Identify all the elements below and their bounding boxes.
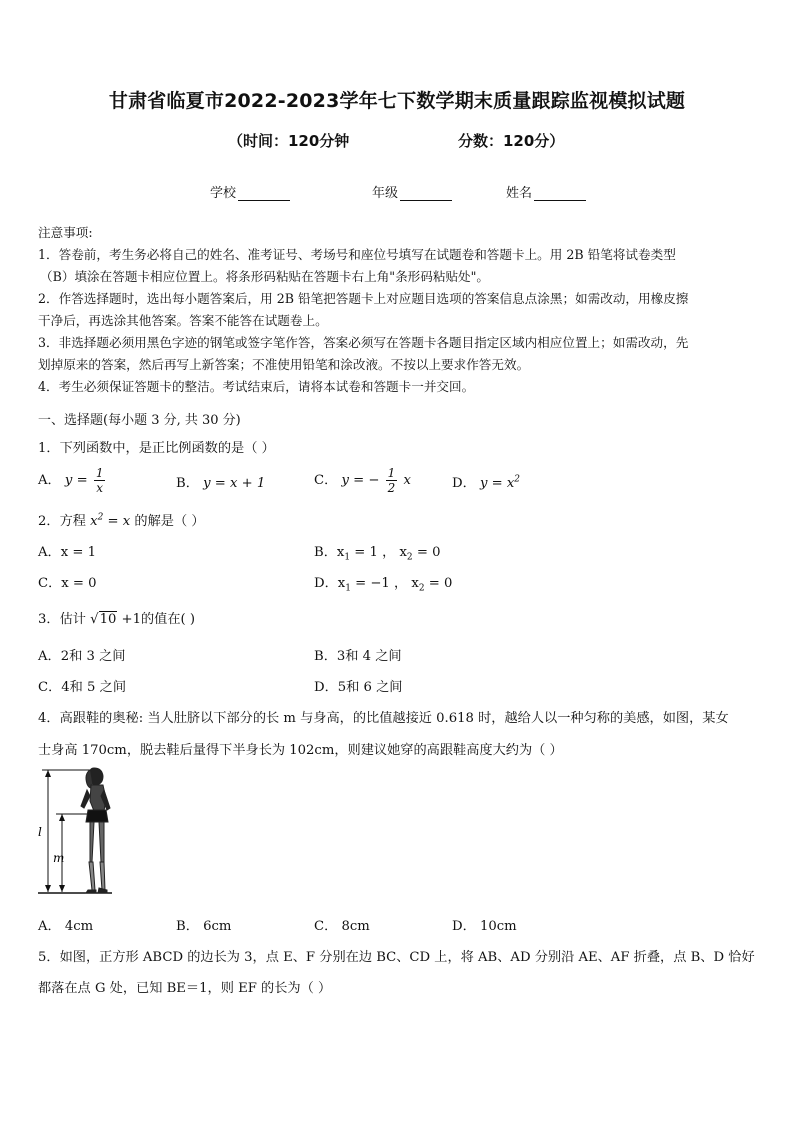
q4-option-b[interactable]: B． 6cm: [176, 919, 232, 934]
question-1-stem: 1．下列函数中，是正比例函数的是（ ）: [38, 441, 275, 456]
question-4-line2: 士身高 170cm，脱去鞋后量得下半身长为 102cm，则建议她穿的高跟鞋高度大约为（ ）: [38, 743, 563, 758]
note-line: 3．非选择题必须用黑色字迹的钢笔或签字笔作答，答案必须写在答题卡各题目指定区域内相应位置上；如需改动，先: [38, 335, 689, 350]
q1-option-d[interactable]: D． $y = x^2$: [452, 474, 521, 491]
q2-option-b[interactable]: B．$x_1 = 1$ ， $x_2 = 0$: [314, 545, 441, 563]
label-l: l: [38, 825, 42, 839]
arrow-up-icon: [59, 814, 65, 821]
q4-option-d[interactable]: D． 10cm: [452, 919, 517, 934]
section-heading: 一、选择题(每小题 3 分, 共 30 分): [38, 413, 241, 428]
note-line: 2．作答选择题时，选出每小题答案后，用 2B 铅笔把答题卡上对应题目选项的答案信息点涂黑；如需改动，用橡皮擦: [38, 291, 689, 306]
q4-option-c[interactable]: C． 8cm: [314, 919, 370, 934]
note-line: 划掉原来的答案，然后再写上新答案；不准使用铅笔和涂改液。不按以上要求作答无效。: [38, 357, 530, 372]
name-field[interactable]: 姓名: [506, 182, 586, 201]
grade-field[interactable]: 年级: [372, 182, 452, 201]
q4-figure: [36, 764, 126, 898]
question-5-line2: 都落在点 G 处，已知 BE＝1，则 EF 的长为（ ）: [38, 981, 332, 996]
page-title: 甘肃省临夏市2022-2023学年七下数学期末质量跟踪监视模拟试题: [108, 90, 686, 112]
notes: [38, 222, 760, 398]
q3-option-c[interactable]: C．4和 5 之间: [38, 680, 127, 695]
note-line: （B）填涂在答题卡相应位置上。将条形码粘贴在答题卡右上角"条形码粘贴处"。: [40, 269, 490, 284]
question-3-stem: 3．估计 √10 +1的值在( ): [38, 612, 196, 627]
exam-time: （时间：120分钟: [228, 132, 350, 150]
q2-option-d[interactable]: D．$x_1 = -1$ ， $x_2 = 0$: [314, 576, 453, 594]
question-5-line1: 5．如图，正方形 ABCD 的边长为 3，点 E、F 分别在边 BC、CD 上，将 AB、AD 分别沿 AE、AF 折叠，点 B、D 恰好: [38, 950, 755, 965]
q4-option-a[interactable]: A． 4cm: [38, 919, 94, 934]
question-4-line1: 4．高跟鞋的奥秘: 当人肚脐以下部分的长 m 与身高，的比值越接近 0.618 时，越给人以一种匀称的美感，如图，某女: [38, 711, 729, 726]
note-line: 4．考生必须保证答题卡的整洁。考试结束后，请将本试卷和答题卡一并交回。: [38, 379, 475, 394]
arrow-down-icon: [59, 885, 65, 892]
exam-score: 分数：120分）: [458, 132, 565, 150]
q2-option-a[interactable]: A．x = 1: [38, 545, 96, 560]
notes-heading: 注意事项:: [38, 225, 93, 240]
note-line: 1．答卷前，考生务必将自己的姓名、准考证号、考场号和座位号填写在试题卷和答题卡上。用 2B 铅笔将试卷类型: [38, 247, 676, 262]
q1-option-c[interactable]: C． y = − $\frac{1}{2}$ x: [314, 466, 411, 495]
q3-option-d[interactable]: D．5和 6 之间: [314, 680, 403, 695]
note-line: 干净后，再选涂其他答案。答案不能答在试题卷上。: [38, 313, 328, 328]
arrow-up-icon: [45, 770, 51, 777]
q3-option-b[interactable]: B．3和 4 之间: [314, 649, 402, 664]
arrow-down-icon: [45, 885, 51, 892]
sqrt-symbol: √: [90, 612, 99, 627]
woman-figure: [81, 768, 110, 893]
q1-option-a[interactable]: A． y = $\frac{1}{x}$: [38, 466, 104, 495]
school-field[interactable]: 学校: [210, 182, 290, 201]
label-m: m: [53, 851, 65, 865]
q2-option-c[interactable]: C．x = 0: [38, 576, 97, 591]
q1-option-b[interactable]: B． y = x + 1: [176, 476, 266, 491]
question-2-stem: 2．方程 $x^2 = x$ 的解是（ ）: [38, 512, 205, 529]
q3-option-a[interactable]: A．2和 3 之间: [38, 649, 126, 664]
